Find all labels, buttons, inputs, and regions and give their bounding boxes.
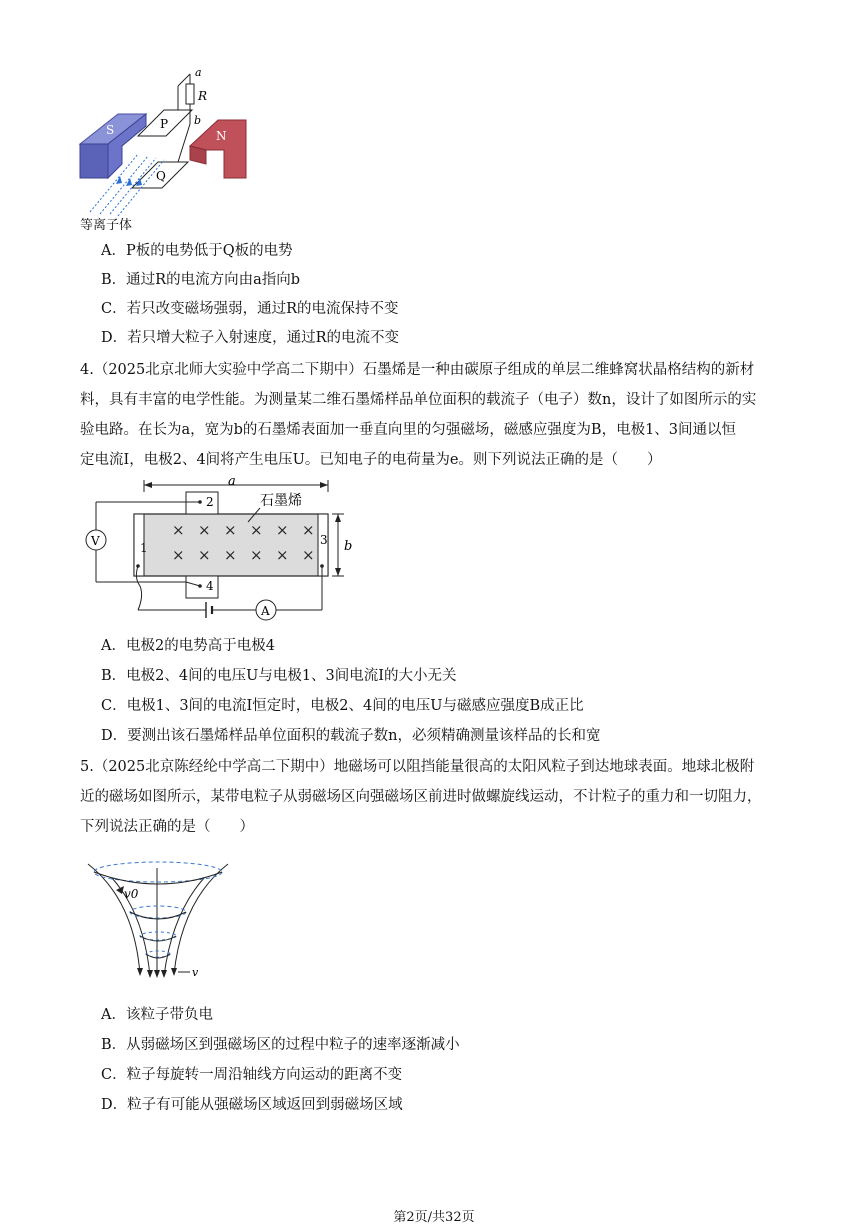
magnet-n-label: N xyxy=(216,129,227,143)
ammeter-label: A xyxy=(261,604,270,618)
q3-option-b: B．通过R的电流方向由a指向b xyxy=(101,272,300,288)
q5-option-c: C．粒子每旋转一周沿轴线方向运动的距离不变 xyxy=(101,1067,403,1083)
electrode-4-label: 4 xyxy=(206,579,214,593)
plasma-caption: 等离子体 xyxy=(80,218,133,233)
q4-option-a: A．电极2的电势高于电极4 xyxy=(101,638,275,654)
plasma-arrowheads xyxy=(116,176,142,186)
svg-text:×: × xyxy=(250,546,263,564)
magnet-s-front xyxy=(80,144,108,178)
electrode-1-label: 1 xyxy=(140,541,148,555)
electrode-3-label: 3 xyxy=(320,533,328,547)
label-r: R xyxy=(198,89,208,103)
svg-text:×: × xyxy=(172,546,185,564)
page-footer: 第2页/共32页 xyxy=(393,1210,475,1225)
geomagnetic-field-figure xyxy=(82,854,242,984)
resistor-r xyxy=(186,84,194,104)
label-b: b xyxy=(194,114,202,127)
label-a: a xyxy=(195,66,202,79)
q4-stem-line-3: 验电路。在长为a，宽为b的石墨烯表面加一垂直向里的匀强磁场，磁感应强度为B，电极1、3间通以恒 xyxy=(80,422,737,438)
q3-option-c: C．若只改变磁场强弱，通过R的电流保持不变 xyxy=(101,301,399,317)
q3-option-a: A．P板的电势低于Q板的电势 xyxy=(101,243,293,259)
graphene-label: 石墨烯 xyxy=(260,493,302,509)
svg-text:×: × xyxy=(276,521,289,539)
q5-stem-line-1: 5.（2025北京陈经纶中学高二下期中）地磁场可以阻挡能量很高的太阳风粒子到达地球表面。地球北极附 xyxy=(80,759,755,775)
v-label: v xyxy=(192,966,199,979)
dim-label-b: b xyxy=(344,539,353,554)
q4-option-c: C．电极1、3间的电流I恒定时，电极2、4间的电压U与磁感应强度B成正比 xyxy=(101,698,584,714)
q4-option-d: D．要测出该石墨烯样品单位面积的载流子数n，必须精确测量该样品的长和宽 xyxy=(101,728,601,744)
q5-option-b: B．从弱磁场区到强磁场区的过程中粒子的速率逐渐减小 xyxy=(101,1037,460,1053)
q5-stem-line-2: 近的磁场如图所示，某带电粒子从弱磁场区向强磁场区前进时做螺旋线运动，不计粒子的重力和一切阻力， xyxy=(80,789,762,805)
q4-stem-line-1: 4.（2025北京北师大实验中学高二下期中）石墨烯是一种由碳原子组成的单层二维蜂窝状晶格结构的新材 xyxy=(80,362,755,378)
dim-label-a: a xyxy=(228,474,236,489)
q3-option-d: D．若只增大粒子入射速度，通过R的电流不变 xyxy=(101,330,400,346)
svg-text:×: × xyxy=(302,521,315,539)
graphene-hall-circuit-figure xyxy=(82,474,364,624)
svg-text:×: × xyxy=(250,521,263,539)
q4-stem-line-2: 料，具有丰富的电学性能。为测量某二维石墨烯样品单位面积的载流子（电子）数n，设计了如图所示的实 xyxy=(80,392,757,408)
svg-text:×: × xyxy=(276,546,289,564)
svg-text:×: × xyxy=(198,521,211,539)
q5-stem-line-3: 下列说法正确的是（ ） xyxy=(80,819,254,835)
plate-p-label: P xyxy=(160,117,169,131)
q5-option-a: A．该粒子带负电 xyxy=(101,1007,213,1023)
svg-text:×: × xyxy=(172,521,185,539)
svg-text:×: × xyxy=(224,521,237,539)
svg-text:×: × xyxy=(198,546,211,564)
q4-option-b: B．电极2、4间的电压U与电极1、3间电流I的大小无关 xyxy=(101,668,457,684)
v0-label: v0 xyxy=(124,887,139,901)
mhd-generator-figure xyxy=(76,66,256,234)
svg-text:×: × xyxy=(302,546,315,564)
q5-option-d: D．粒子有可能从强磁场区域返回到弱磁场区域 xyxy=(101,1097,403,1113)
q4-stem-line-4: 定电流I，电极2、4间将产生电压U。已知电子的电荷量为e。则下列说法正确的是（ ） xyxy=(80,452,662,468)
svg-text:×: × xyxy=(224,546,237,564)
plate-q-label: Q xyxy=(156,169,166,183)
magnet-s-label: S xyxy=(106,123,115,137)
electrode-2-label: 2 xyxy=(206,495,214,509)
voltmeter-label: V xyxy=(91,534,100,548)
